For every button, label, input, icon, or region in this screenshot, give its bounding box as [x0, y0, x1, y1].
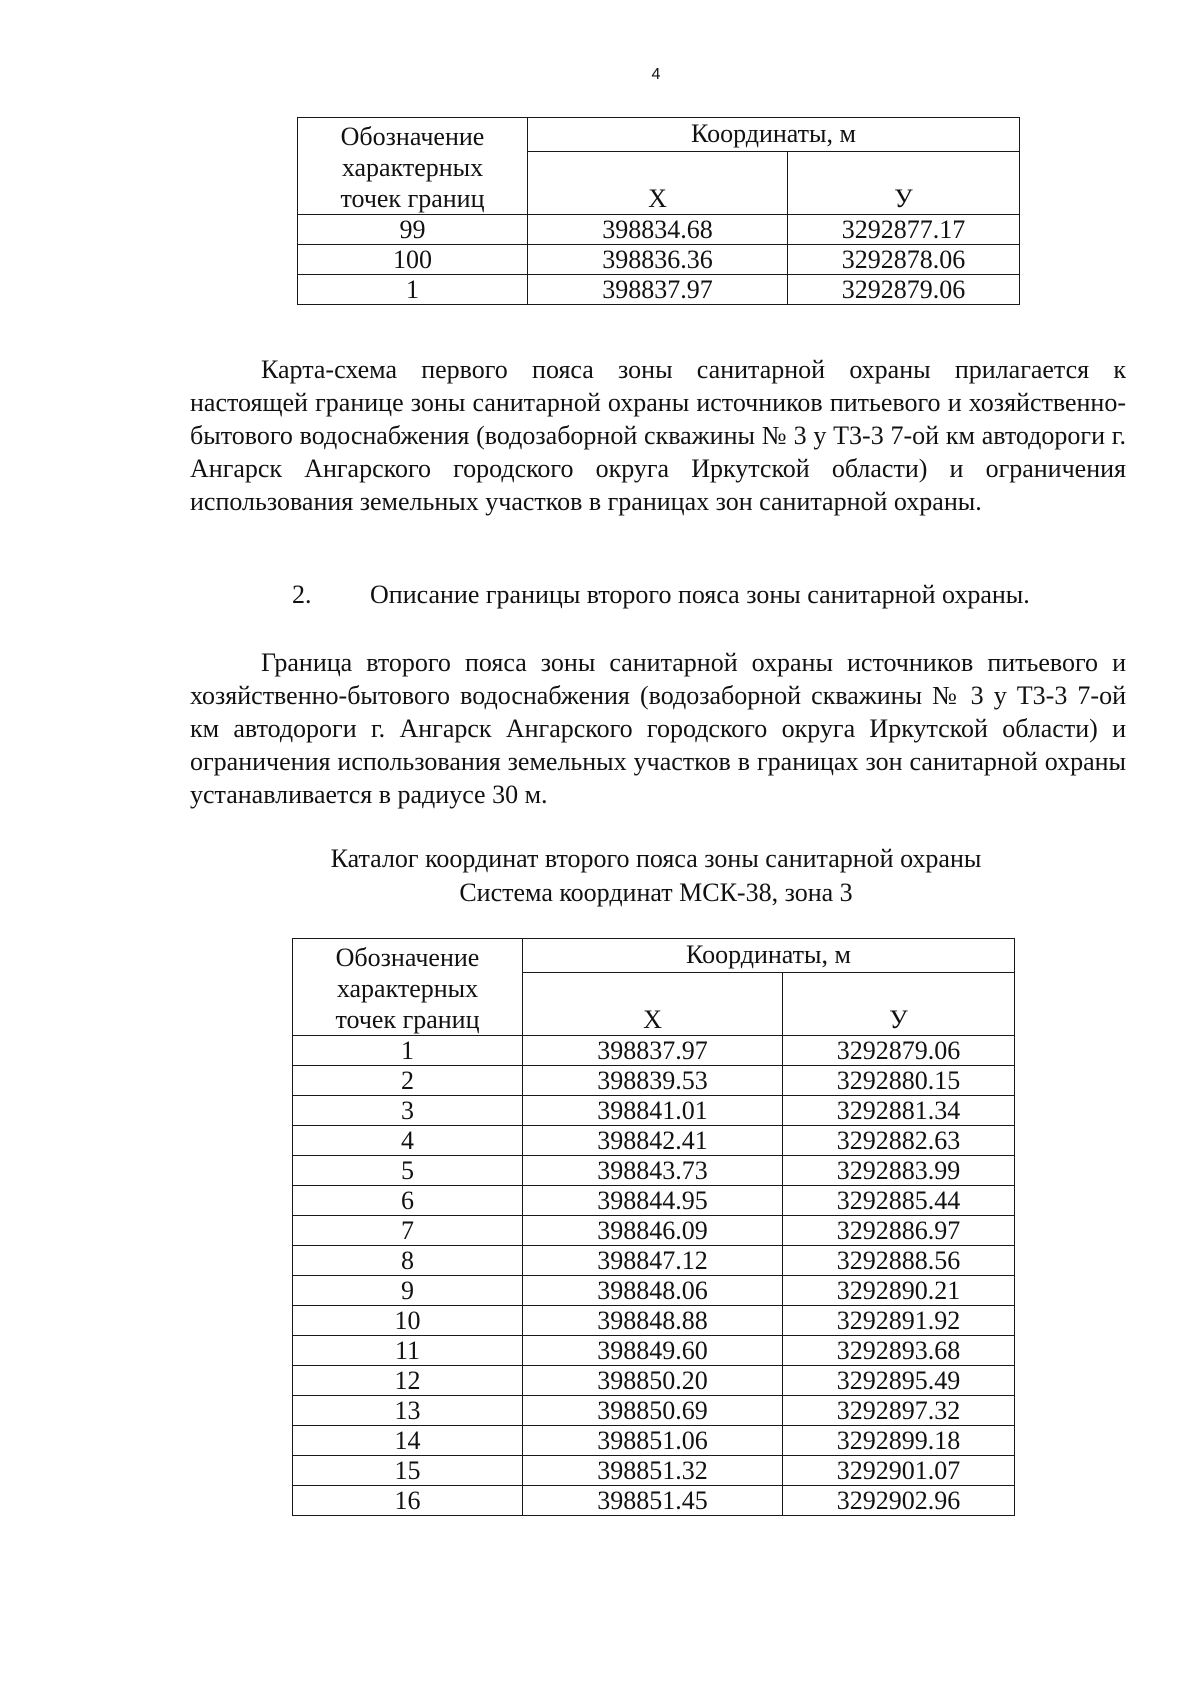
table-row [293, 1066, 1015, 1096]
header-coordinates: Координаты, м [528, 118, 1020, 152]
x-cell: 398837.97 [523, 1036, 783, 1066]
x-cell: 398837.97 [528, 275, 788, 305]
y-cell: 3292890.21 [783, 1276, 1015, 1306]
y-cell: 3292897.32 [783, 1396, 1015, 1426]
table-row [298, 215, 1020, 245]
point-cell: 2 [293, 1066, 523, 1096]
table-row [293, 1186, 1015, 1216]
y-cell: 3292885.44 [783, 1186, 1015, 1216]
y-cell: 3292877.17 [788, 215, 1020, 245]
header-x: Х [528, 151, 788, 214]
y-cell: 3292899.18 [783, 1426, 1015, 1456]
point-cell: 3 [293, 1096, 523, 1126]
x-cell: 398842.41 [523, 1126, 783, 1156]
y-cell: 3292879.06 [788, 275, 1020, 305]
header-y: У [783, 972, 1015, 1035]
x-cell: 398844.95 [523, 1186, 783, 1216]
page-number: 4 [651, 66, 661, 83]
table-row [293, 1426, 1015, 1456]
catalog-caption-title: Каталог координат второго пояса зоны санитарной охраны [330, 844, 982, 873]
x-cell: 398848.06 [523, 1276, 783, 1306]
point-cell: 12 [293, 1366, 523, 1396]
x-cell: 398839.53 [523, 1066, 783, 1096]
table-row [293, 1216, 1015, 1246]
table-row [293, 1126, 1015, 1156]
catalog-caption-system: Система координат МСК-38, зона 3 [459, 878, 853, 907]
y-cell: 3292880.15 [783, 1066, 1015, 1096]
point-cell: 5 [293, 1156, 523, 1186]
second-belt-boundary-paragraph: Граница второго пояса зоны санитарной охраны источников питьевого и хозяйственно-бытового водоснабжения (водозаборной скважины № 3 у Т3-3 7-ой км автодороги г. Ангарск Ангарского городского округа Иркутской области) и ограничения использования земельных участков в границах зон санитарной охраны устанавливается в радиусе 30 м. [190, 648, 1126, 809]
table-row [293, 1396, 1015, 1426]
x-cell: 398836.36 [528, 245, 788, 275]
point-cell: 7 [293, 1216, 523, 1246]
x-cell: 398851.32 [523, 1456, 783, 1486]
table-row [293, 1486, 1015, 1516]
y-cell: 3292893.68 [783, 1336, 1015, 1366]
table-row [293, 1036, 1015, 1066]
x-cell: 398851.06 [523, 1426, 783, 1456]
coordinates-table-first-belt [297, 117, 1020, 305]
point-cell: 14 [293, 1426, 523, 1456]
section-title: Описание границы второго пояса зоны санитарной охраны. [370, 580, 1030, 609]
x-cell: 398834.68 [528, 215, 788, 245]
header-point-designation: Обозначение характерных точек границ [298, 118, 528, 215]
section-heading [292, 578, 1030, 611]
y-cell: 3292879.06 [783, 1036, 1015, 1066]
y-cell: 3292883.99 [783, 1156, 1015, 1186]
point-cell: 8 [293, 1246, 523, 1276]
table-row [293, 1246, 1015, 1276]
table-row [293, 1366, 1015, 1396]
header-coordinates: Координаты, м [523, 939, 1015, 973]
point-cell: 1 [293, 1036, 523, 1066]
y-cell: 3292901.07 [783, 1456, 1015, 1486]
y-cell: 3292891.92 [783, 1306, 1015, 1336]
y-cell: 3292878.06 [788, 245, 1020, 275]
y-cell: 3292902.96 [783, 1486, 1015, 1516]
x-cell: 398847.12 [523, 1246, 783, 1276]
point-cell: 9 [293, 1276, 523, 1306]
point-cell: 10 [293, 1306, 523, 1336]
table-row [293, 1156, 1015, 1186]
table-row [298, 275, 1020, 305]
table-row [293, 1276, 1015, 1306]
x-cell: 398846.09 [523, 1216, 783, 1246]
x-cell: 398841.01 [523, 1096, 783, 1126]
coordinates-table-second-belt [292, 938, 1015, 1516]
x-cell: 398850.20 [523, 1366, 783, 1396]
table-row [293, 1336, 1015, 1366]
y-cell: 3292882.63 [783, 1126, 1015, 1156]
point-cell: 1 [298, 275, 528, 305]
table-row [298, 245, 1020, 275]
x-cell: 398849.60 [523, 1336, 783, 1366]
y-cell: 3292888.56 [783, 1246, 1015, 1276]
point-cell: 99 [298, 215, 528, 245]
section-number: 2. [292, 580, 312, 609]
x-cell: 398848.88 [523, 1306, 783, 1336]
point-cell: 4 [293, 1126, 523, 1156]
y-cell: 3292886.97 [783, 1216, 1015, 1246]
point-cell: 100 [298, 245, 528, 275]
point-cell: 11 [293, 1336, 523, 1366]
x-cell: 398850.69 [523, 1396, 783, 1426]
table-row [293, 1096, 1015, 1126]
y-cell: 3292895.49 [783, 1366, 1015, 1396]
map-scheme-paragraph: Карта-схема первого пояса зоны санитарной охраны прилагается к настоящей границе зоны санитарной охраны источников питьевого и хозяйственно-бытового водоснабжения (водозаборной скважины № 3 у Т3-3 7-ой км автодороги г. Ангарск Ангарского городского округа Иркутской области) и ограничения использования земельных участков в границах зон санитарной охраны. [190, 355, 1126, 516]
header-x: Х [523, 972, 783, 1035]
header-y: У [788, 151, 1020, 214]
table-row [293, 1456, 1015, 1486]
point-cell: 6 [293, 1186, 523, 1216]
point-cell: 13 [293, 1396, 523, 1426]
y-cell: 3292881.34 [783, 1096, 1015, 1126]
x-cell: 398851.45 [523, 1486, 783, 1516]
point-cell: 15 [293, 1456, 523, 1486]
point-cell: 16 [293, 1486, 523, 1516]
table-row [293, 1306, 1015, 1336]
header-point-designation: Обозначение характерных точек границ [293, 939, 523, 1036]
x-cell: 398843.73 [523, 1156, 783, 1186]
